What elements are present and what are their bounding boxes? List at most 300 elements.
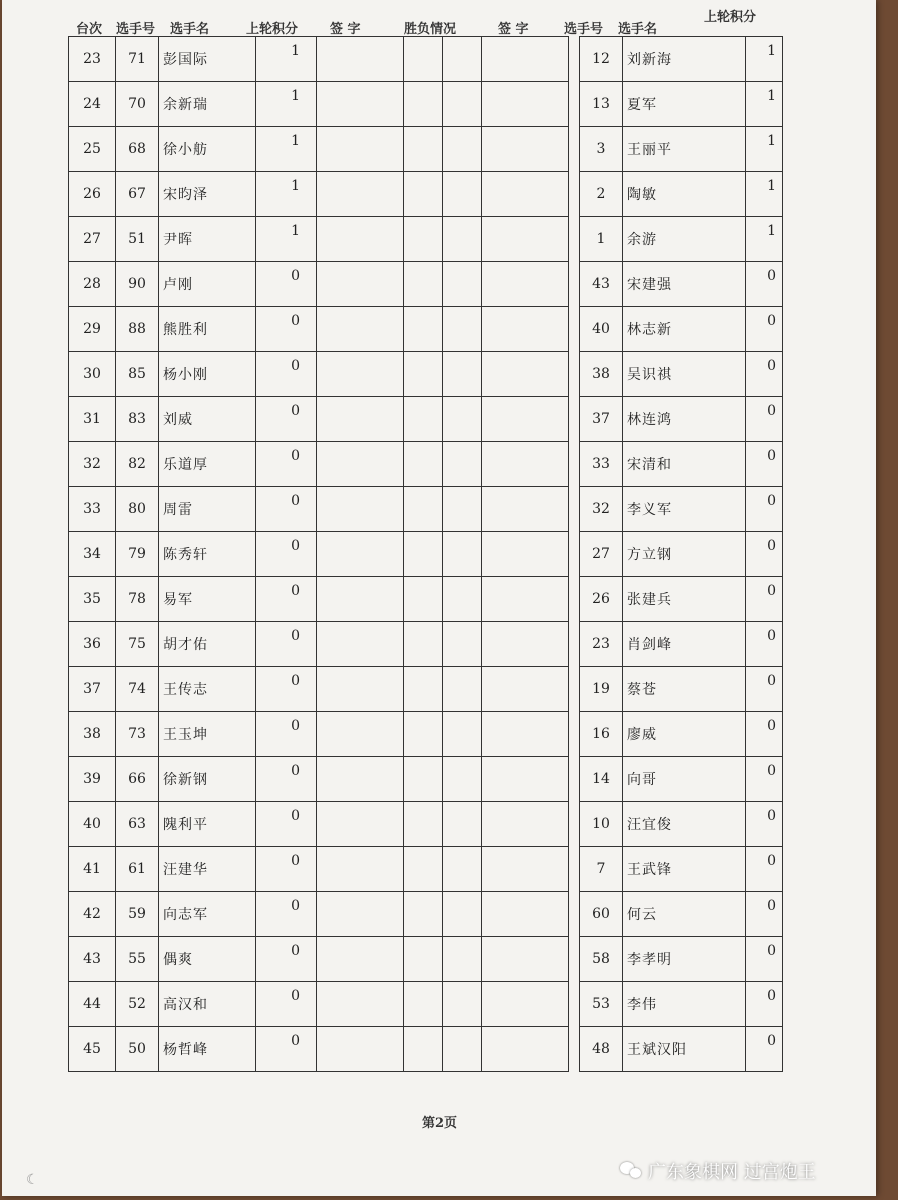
sign-cell-left xyxy=(317,397,404,442)
opponent-number: 32 xyxy=(580,487,623,532)
opponent-number: 38 xyxy=(580,352,623,397)
opponent-prev-points: 0 xyxy=(746,397,783,442)
result-cell-left xyxy=(404,1027,443,1072)
opponent-name: 刘新海 xyxy=(623,37,746,82)
opponent-prev-points: 0 xyxy=(746,487,783,532)
player-name: 王传志 xyxy=(159,667,256,712)
opponent-prev-points: 0 xyxy=(746,982,783,1027)
player-name: 杨小刚 xyxy=(159,352,256,397)
desk-number: 45 xyxy=(69,1027,116,1072)
opponent-number: 3 xyxy=(580,127,623,172)
opponent-prev-points: 0 xyxy=(746,937,783,982)
opponent-name: 李义军 xyxy=(623,487,746,532)
player-number: 52 xyxy=(116,982,159,1027)
player-number: 66 xyxy=(116,757,159,802)
sign-cell-left xyxy=(317,712,404,757)
result-cell-left xyxy=(404,982,443,1027)
player-name: 徐小舫 xyxy=(159,127,256,172)
result-cell-right xyxy=(443,442,482,487)
sign-cell-right xyxy=(482,937,569,982)
table-row xyxy=(69,307,783,352)
header-player-name: 选手名 xyxy=(170,22,210,37)
result-cell-left xyxy=(404,847,443,892)
player-name: 熊胜利 xyxy=(159,307,256,352)
sign-cell-left xyxy=(317,532,404,577)
table-row xyxy=(69,802,783,847)
opponent-number: 26 xyxy=(580,577,623,622)
result-cell-right xyxy=(443,172,482,217)
column-gap xyxy=(569,892,580,937)
sign-cell-right xyxy=(482,712,569,757)
result-cell-right xyxy=(443,487,482,532)
column-gap xyxy=(569,352,580,397)
result-cell-left xyxy=(404,262,443,307)
result-cell-right xyxy=(443,667,482,712)
opponent-prev-points: 0 xyxy=(746,352,783,397)
column-gap xyxy=(569,37,580,82)
opponent-number: 19 xyxy=(580,667,623,712)
column-gap xyxy=(569,667,580,712)
opponent-number: 10 xyxy=(580,802,623,847)
header-prev-points: 上轮积分 xyxy=(246,22,299,37)
sign-cell-right xyxy=(482,397,569,442)
result-cell-right xyxy=(443,532,482,577)
player-name: 徐新钢 xyxy=(159,757,256,802)
opponent-name: 向哥 xyxy=(623,757,746,802)
player-name: 王玉坤 xyxy=(159,712,256,757)
sign-cell-right xyxy=(482,352,569,397)
column-gap xyxy=(569,757,580,802)
opponent-number: 40 xyxy=(580,307,623,352)
player-name: 胡才佑 xyxy=(159,622,256,667)
watermark-text: 广东象棋网 过宫炮王 xyxy=(648,1162,816,1183)
player-prev-points: 0 xyxy=(256,1027,317,1072)
result-cell-right xyxy=(443,892,482,937)
table-row xyxy=(69,397,783,442)
player-number: 83 xyxy=(116,397,159,442)
result-cell-right xyxy=(443,757,482,802)
table-row xyxy=(69,127,783,172)
result-cell-left xyxy=(404,757,443,802)
sign-cell-right xyxy=(482,1027,569,1072)
result-cell-left xyxy=(404,172,443,217)
opponent-number: 14 xyxy=(580,757,623,802)
desk-number: 35 xyxy=(69,577,116,622)
player-prev-points: 0 xyxy=(256,847,317,892)
desk-number: 42 xyxy=(69,892,116,937)
player-prev-points: 1 xyxy=(256,37,317,82)
player-prev-points: 0 xyxy=(256,667,317,712)
column-gap xyxy=(569,577,580,622)
player-name: 卢刚 xyxy=(159,262,256,307)
player-prev-points: 0 xyxy=(256,397,317,442)
opponent-prev-points: 0 xyxy=(746,847,783,892)
player-name: 周雷 xyxy=(159,487,256,532)
opponent-prev-points: 0 xyxy=(746,442,783,487)
player-number: 59 xyxy=(116,892,159,937)
pairing-rows xyxy=(69,37,783,1072)
player-number: 82 xyxy=(116,442,159,487)
sign-cell-left xyxy=(317,982,404,1027)
desk-number: 27 xyxy=(69,217,116,262)
table-header xyxy=(62,10,802,38)
header-sign-right: 签 字 xyxy=(498,22,529,37)
header-opp-num: 选手号 xyxy=(564,22,604,37)
sign-cell-right xyxy=(482,487,569,532)
opponent-prev-points: 0 xyxy=(746,532,783,577)
column-gap xyxy=(569,217,580,262)
desk-number: 34 xyxy=(69,532,116,577)
sign-cell-left xyxy=(317,442,404,487)
opponent-name: 林连鸿 xyxy=(623,397,746,442)
result-cell-right xyxy=(443,397,482,442)
sign-cell-left xyxy=(317,622,404,667)
result-cell-left xyxy=(404,577,443,622)
column-gap xyxy=(569,1027,580,1072)
desk-number: 44 xyxy=(69,982,116,1027)
header-result: 胜负情况 xyxy=(404,22,457,37)
player-number: 55 xyxy=(116,937,159,982)
sign-cell-right xyxy=(482,442,569,487)
sign-cell-right xyxy=(482,847,569,892)
score-sheet-page xyxy=(2,0,876,1196)
player-number: 70 xyxy=(116,82,159,127)
player-prev-points: 1 xyxy=(256,127,317,172)
opponent-name: 汪宜俊 xyxy=(623,802,746,847)
opponent-name: 宋清和 xyxy=(623,442,746,487)
opponent-number: 60 xyxy=(580,892,623,937)
sign-cell-left xyxy=(317,667,404,712)
desk-number: 29 xyxy=(69,307,116,352)
opponent-prev-points: 1 xyxy=(746,37,783,82)
opponent-name: 陶敏 xyxy=(623,172,746,217)
column-gap xyxy=(569,397,580,442)
sign-cell-right xyxy=(482,802,569,847)
sign-cell-left xyxy=(317,82,404,127)
player-prev-points: 1 xyxy=(256,82,317,127)
opponent-name: 李孝明 xyxy=(623,937,746,982)
table-row xyxy=(69,892,783,937)
opponent-prev-points: 0 xyxy=(746,262,783,307)
desk-number: 40 xyxy=(69,802,116,847)
sign-cell-right xyxy=(482,37,569,82)
player-prev-points: 0 xyxy=(256,487,317,532)
player-number: 80 xyxy=(116,487,159,532)
player-number: 68 xyxy=(116,127,159,172)
desk-number: 23 xyxy=(69,37,116,82)
player-prev-points: 0 xyxy=(256,262,317,307)
result-cell-left xyxy=(404,127,443,172)
sign-cell-right xyxy=(482,127,569,172)
opponent-prev-points: 0 xyxy=(746,1027,783,1072)
result-cell-left xyxy=(404,352,443,397)
opponent-number: 27 xyxy=(580,532,623,577)
table-row xyxy=(69,37,783,82)
column-gap xyxy=(569,487,580,532)
player-prev-points: 0 xyxy=(256,892,317,937)
desk-number: 38 xyxy=(69,712,116,757)
column-gap xyxy=(569,802,580,847)
desk-number: 41 xyxy=(69,847,116,892)
result-cell-right xyxy=(443,1027,482,1072)
header-opp-name: 选手名 xyxy=(618,22,658,37)
table-row xyxy=(69,712,783,757)
player-number: 85 xyxy=(116,352,159,397)
player-name: 杨哲峰 xyxy=(159,1027,256,1072)
result-cell-right xyxy=(443,802,482,847)
player-number: 90 xyxy=(116,262,159,307)
player-number: 63 xyxy=(116,802,159,847)
opponent-name: 廖威 xyxy=(623,712,746,757)
sign-cell-right xyxy=(482,532,569,577)
opponent-prev-points: 1 xyxy=(746,127,783,172)
opponent-name: 王武锋 xyxy=(623,847,746,892)
opponent-prev-points: 0 xyxy=(746,622,783,667)
column-gap xyxy=(569,622,580,667)
table-row xyxy=(69,667,783,712)
result-cell-left xyxy=(404,442,443,487)
opponent-name: 张建兵 xyxy=(623,577,746,622)
opponent-number: 2 xyxy=(580,172,623,217)
table-row xyxy=(69,577,783,622)
result-cell-left xyxy=(404,397,443,442)
column-gap xyxy=(569,262,580,307)
table-row xyxy=(69,757,783,802)
player-name: 尹晖 xyxy=(159,217,256,262)
table-row xyxy=(69,622,783,667)
opponent-prev-points: 0 xyxy=(746,712,783,757)
opponent-number: 58 xyxy=(580,937,623,982)
desk-number: 25 xyxy=(69,127,116,172)
desk-number: 28 xyxy=(69,262,116,307)
player-prev-points: 0 xyxy=(256,532,317,577)
opponent-prev-points: 0 xyxy=(746,307,783,352)
desk-number: 26 xyxy=(69,172,116,217)
opponent-number: 13 xyxy=(580,82,623,127)
desk-number: 36 xyxy=(69,622,116,667)
header-opp-points: 上轮积分 xyxy=(704,10,757,25)
result-cell-left xyxy=(404,892,443,937)
sign-cell-right xyxy=(482,577,569,622)
player-prev-points: 0 xyxy=(256,577,317,622)
table-row xyxy=(69,532,783,577)
opponent-name: 何云 xyxy=(623,892,746,937)
sign-cell-left xyxy=(317,802,404,847)
player-name: 彭国际 xyxy=(159,37,256,82)
column-gap xyxy=(569,847,580,892)
player-prev-points: 0 xyxy=(256,307,317,352)
player-prev-points: 1 xyxy=(256,172,317,217)
sign-cell-left xyxy=(317,757,404,802)
result-cell-right xyxy=(443,937,482,982)
player-name: 余新瑞 xyxy=(159,82,256,127)
result-cell-left xyxy=(404,37,443,82)
player-number: 88 xyxy=(116,307,159,352)
sign-cell-right xyxy=(482,892,569,937)
opponent-number: 16 xyxy=(580,712,623,757)
sign-cell-left xyxy=(317,37,404,82)
opponent-number: 7 xyxy=(580,847,623,892)
opponent-name: 李伟 xyxy=(623,982,746,1027)
player-name: 乐道厚 xyxy=(159,442,256,487)
result-cell-left xyxy=(404,532,443,577)
table-row xyxy=(69,937,783,982)
corner-mark: ☾ xyxy=(26,1172,39,1188)
player-prev-points: 0 xyxy=(256,757,317,802)
player-name: 隗利平 xyxy=(159,802,256,847)
sign-cell-left xyxy=(317,352,404,397)
sign-cell-left xyxy=(317,262,404,307)
player-number: 74 xyxy=(116,667,159,712)
opponent-number: 1 xyxy=(580,217,623,262)
column-gap xyxy=(569,442,580,487)
desk-number: 32 xyxy=(69,442,116,487)
desk-number: 31 xyxy=(69,397,116,442)
player-number: 78 xyxy=(116,577,159,622)
result-cell-right xyxy=(443,307,482,352)
table-row xyxy=(69,487,783,532)
opponent-prev-points: 1 xyxy=(746,82,783,127)
opponent-name: 王丽平 xyxy=(623,127,746,172)
opponent-number: 43 xyxy=(580,262,623,307)
sign-cell-left xyxy=(317,1027,404,1072)
result-cell-right xyxy=(443,127,482,172)
opponent-number: 12 xyxy=(580,37,623,82)
table-row xyxy=(69,262,783,307)
player-name: 向志军 xyxy=(159,892,256,937)
player-number: 61 xyxy=(116,847,159,892)
sign-cell-left xyxy=(317,172,404,217)
result-cell-left xyxy=(404,487,443,532)
opponent-number: 33 xyxy=(580,442,623,487)
sign-cell-left xyxy=(317,892,404,937)
header-sign-left: 签 字 xyxy=(330,22,361,37)
table-row xyxy=(69,982,783,1027)
column-gap xyxy=(569,127,580,172)
desk-number: 39 xyxy=(69,757,116,802)
sign-cell-left xyxy=(317,217,404,262)
opponent-name: 吴识祺 xyxy=(623,352,746,397)
sign-cell-right xyxy=(482,172,569,217)
player-number: 71 xyxy=(116,37,159,82)
opponent-prev-points: 0 xyxy=(746,757,783,802)
result-cell-left xyxy=(404,667,443,712)
player-prev-points: 1 xyxy=(256,217,317,262)
page-number: 第2页 xyxy=(422,1116,458,1131)
result-cell-right xyxy=(443,622,482,667)
watermark xyxy=(620,1158,816,1184)
player-name: 宋昀泽 xyxy=(159,172,256,217)
desk-number: 30 xyxy=(69,352,116,397)
column-gap xyxy=(569,982,580,1027)
opponent-name: 蔡苍 xyxy=(623,667,746,712)
sign-cell-right xyxy=(482,217,569,262)
opponent-name: 肖剑峰 xyxy=(623,622,746,667)
opponent-prev-points: 1 xyxy=(746,172,783,217)
header-desk: 台次 xyxy=(76,22,103,37)
column-gap xyxy=(569,937,580,982)
opponent-name: 宋建强 xyxy=(623,262,746,307)
result-cell-left xyxy=(404,622,443,667)
player-number: 50 xyxy=(116,1027,159,1072)
opponent-number: 37 xyxy=(580,397,623,442)
sign-cell-right xyxy=(482,82,569,127)
opponent-number: 23 xyxy=(580,622,623,667)
result-cell-right xyxy=(443,982,482,1027)
result-cell-right xyxy=(443,577,482,622)
table-row xyxy=(69,442,783,487)
sign-cell-left xyxy=(317,127,404,172)
result-cell-right xyxy=(443,262,482,307)
column-gap xyxy=(569,82,580,127)
result-cell-right xyxy=(443,847,482,892)
column-gap xyxy=(569,712,580,757)
column-gap xyxy=(569,307,580,352)
player-name: 高汉和 xyxy=(159,982,256,1027)
sign-cell-right xyxy=(482,307,569,352)
player-name: 易军 xyxy=(159,577,256,622)
player-prev-points: 0 xyxy=(256,802,317,847)
table-row xyxy=(69,1027,783,1072)
table-row xyxy=(69,172,783,217)
result-cell-right xyxy=(443,352,482,397)
opponent-name: 余游 xyxy=(623,217,746,262)
sign-cell-left xyxy=(317,487,404,532)
pairing-table xyxy=(68,36,783,1072)
result-cell-right xyxy=(443,217,482,262)
opponent-name: 林志新 xyxy=(623,307,746,352)
player-prev-points: 0 xyxy=(256,352,317,397)
desk-number: 37 xyxy=(69,667,116,712)
opponent-number: 53 xyxy=(580,982,623,1027)
table-row xyxy=(69,217,783,262)
result-cell-right xyxy=(443,712,482,757)
player-name: 汪建华 xyxy=(159,847,256,892)
sign-cell-left xyxy=(317,937,404,982)
opponent-prev-points: 0 xyxy=(746,667,783,712)
sign-cell-right xyxy=(482,757,569,802)
header-player-num: 选手号 xyxy=(116,22,156,37)
result-cell-left xyxy=(404,937,443,982)
desk-number: 43 xyxy=(69,937,116,982)
wechat-icon xyxy=(620,1162,642,1180)
table-row xyxy=(69,847,783,892)
opponent-prev-points: 0 xyxy=(746,802,783,847)
player-name: 刘威 xyxy=(159,397,256,442)
result-cell-left xyxy=(404,802,443,847)
player-name: 陈秀轩 xyxy=(159,532,256,577)
sign-cell-right xyxy=(482,262,569,307)
result-cell-left xyxy=(404,217,443,262)
player-number: 79 xyxy=(116,532,159,577)
sign-cell-left xyxy=(317,847,404,892)
result-cell-right xyxy=(443,37,482,82)
result-cell-left xyxy=(404,82,443,127)
opponent-name: 夏军 xyxy=(623,82,746,127)
player-prev-points: 0 xyxy=(256,937,317,982)
sign-cell-right xyxy=(482,667,569,712)
result-cell-left xyxy=(404,712,443,757)
opponent-prev-points: 0 xyxy=(746,892,783,937)
table-row xyxy=(69,352,783,397)
result-cell-left xyxy=(404,307,443,352)
opponent-name: 方立钢 xyxy=(623,532,746,577)
sign-cell-right xyxy=(482,622,569,667)
desk-number: 33 xyxy=(69,487,116,532)
player-prev-points: 0 xyxy=(256,982,317,1027)
player-number: 67 xyxy=(116,172,159,217)
sign-cell-right xyxy=(482,982,569,1027)
